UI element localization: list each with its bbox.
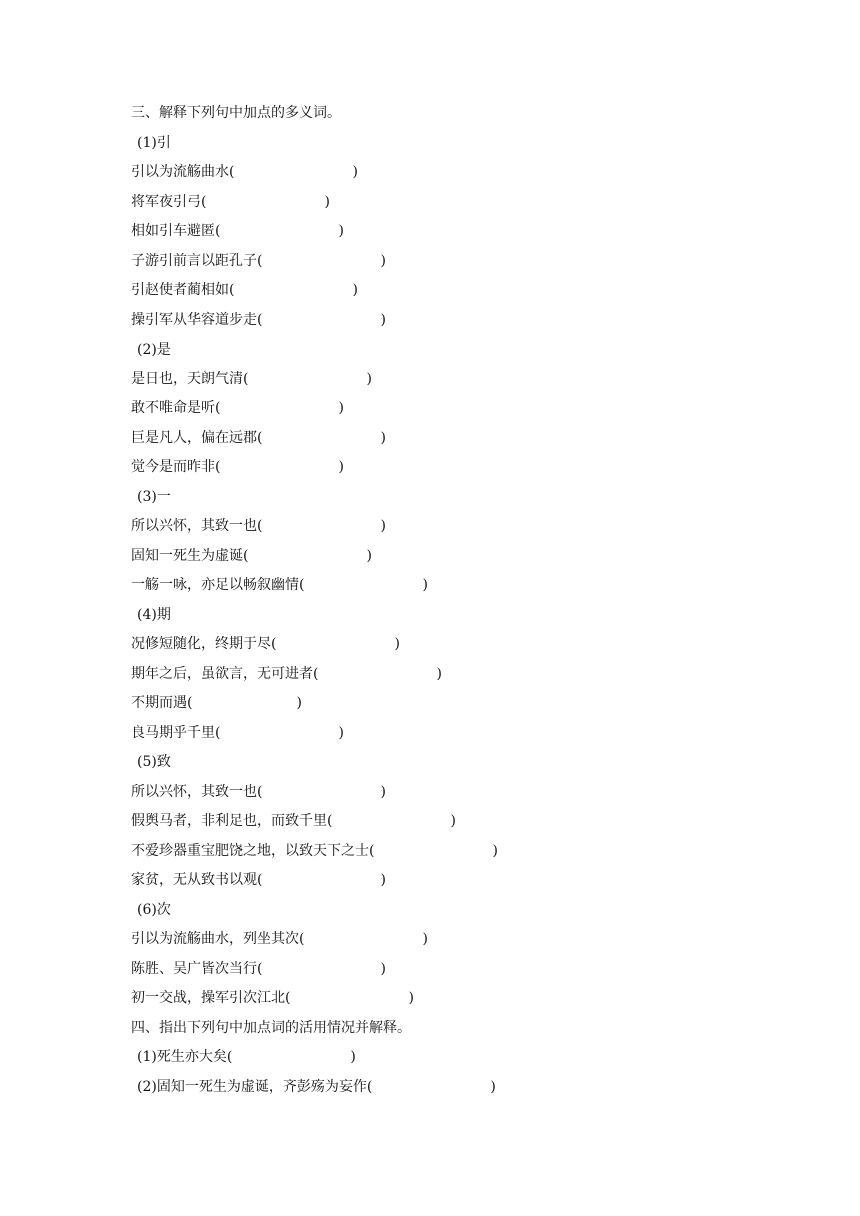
group-label-qi: (4)期 (137, 607, 171, 623)
exercise-line: 将军夜引弓( ) (131, 194, 330, 210)
exercise-line: 子游引前言以距孔子( ) (131, 253, 386, 269)
sentence-text: 假舆马者，非利足也，而致千里 (131, 813, 327, 829)
sentence-text: 初一交战，操军引次江北 (131, 990, 285, 1006)
section-4-heading: 四、指出下列句中加点词的活用情况并解释。 (131, 1020, 411, 1036)
sentence-text: 相如引车避匿 (131, 223, 215, 239)
sentence-text: 一觞一咏，亦足以畅叙幽情 (131, 577, 299, 593)
exercise-line: 固知一死生为虚诞( ) (131, 548, 372, 564)
exercise-line: 觉今是而昨非( ) (131, 459, 344, 475)
exercise-line: 敢不唯命是听( ) (131, 400, 344, 416)
exercise-line: 不爱珍器重宝肥饶之地，以致天下之士( ) (131, 843, 498, 859)
exercise-line: 操引军从华容道步走( ) (131, 312, 386, 328)
group-label-shi: (2)是 (137, 342, 171, 358)
sentence-text: (1)死生亦大矣 (137, 1049, 227, 1065)
sentence-text: 固知一死生为虚诞 (131, 548, 243, 564)
sentence-text: 是日也，天朗气清 (131, 371, 243, 387)
sentence-text: 况修短随化，终期于尽 (131, 636, 271, 652)
sentence-text: 所以兴怀，其致一也 (131, 784, 257, 800)
exercise-line: 假舆马者，非利足也，而致千里( ) (131, 813, 456, 829)
exercise-line: 家贫，无从致书以观( ) (131, 872, 386, 888)
sentence-text: 期年之后，虽欲言，无可进者 (131, 666, 313, 682)
group-label-ci: (6)次 (137, 902, 171, 918)
sentence-text: 引以为流觞曲水 (131, 164, 229, 180)
sentence-text: 觉今是而昨非 (131, 459, 215, 475)
group-label-yin: (1)引 (137, 135, 171, 151)
sentence-text: 家贫，无从致书以观 (131, 872, 257, 888)
sentence-text: 陈胜、吴广皆次当行 (131, 961, 257, 977)
exercise-line: 所以兴怀，其致一也( ) (131, 784, 386, 800)
exercise-line: 引以为流觞曲水，列坐其次( ) (131, 931, 428, 947)
group-label-zhi: (5)致 (137, 754, 171, 770)
sentence-text: 引赵使者蔺相如 (131, 282, 229, 298)
sentence-text: (2)固知一死生为虚诞，齐彭殇为妄作 (137, 1079, 367, 1095)
sentence-text: 所以兴怀，其致一也 (131, 518, 257, 534)
exercise-line: (2)固知一死生为虚诞，齐彭殇为妄作( ) (137, 1079, 496, 1095)
sentence-text: 将军夜引弓 (131, 194, 201, 210)
exercise-line: 引以为流觞曲水( ) (131, 164, 358, 180)
exercise-line: 良马期乎千里( ) (131, 725, 344, 741)
sentence-text: 引以为流觞曲水，列坐其次 (131, 931, 299, 947)
exercise-line: 巨是凡人，偏在远郡( ) (131, 430, 386, 446)
sentence-text: 不期而遇 (131, 695, 187, 711)
exercise-line: 是日也，天朗气清( ) (131, 371, 372, 387)
exercise-line: 所以兴怀，其致一也( ) (131, 518, 386, 534)
exercise-line: 不期而遇( ) (131, 695, 302, 711)
exercise-line: 初一交战，操军引次江北( ) (131, 990, 414, 1006)
exercise-line: 陈胜、吴广皆次当行( ) (131, 961, 386, 977)
exercise-line: 相如引车避匿( ) (131, 223, 344, 239)
sentence-text: 子游引前言以距孔子 (131, 253, 257, 269)
sentence-text: 操引军从华容道步走 (131, 312, 257, 328)
exercise-line: 况修短随化，终期于尽( ) (131, 636, 400, 652)
group-label-yi: (3)一 (137, 489, 171, 505)
sentence-text: 敢不唯命是听 (131, 400, 215, 416)
exercise-line: 一觞一咏，亦足以畅叙幽情( ) (131, 577, 428, 593)
exercise-line: 期年之后，虽欲言，无可进者( ) (131, 666, 442, 682)
sentence-text: 良马期乎千里 (131, 725, 215, 741)
section-3-heading: 三、解释下列句中加点的多义词。 (131, 105, 341, 121)
exercise-line: 引赵使者蔺相如( ) (131, 282, 358, 298)
sentence-text: 巨是凡人，偏在远郡 (131, 430, 257, 446)
exercise-line: (1)死生亦大矣( ) (137, 1049, 356, 1065)
sentence-text: 不爱珍器重宝肥饶之地，以致天下之士 (131, 843, 369, 859)
